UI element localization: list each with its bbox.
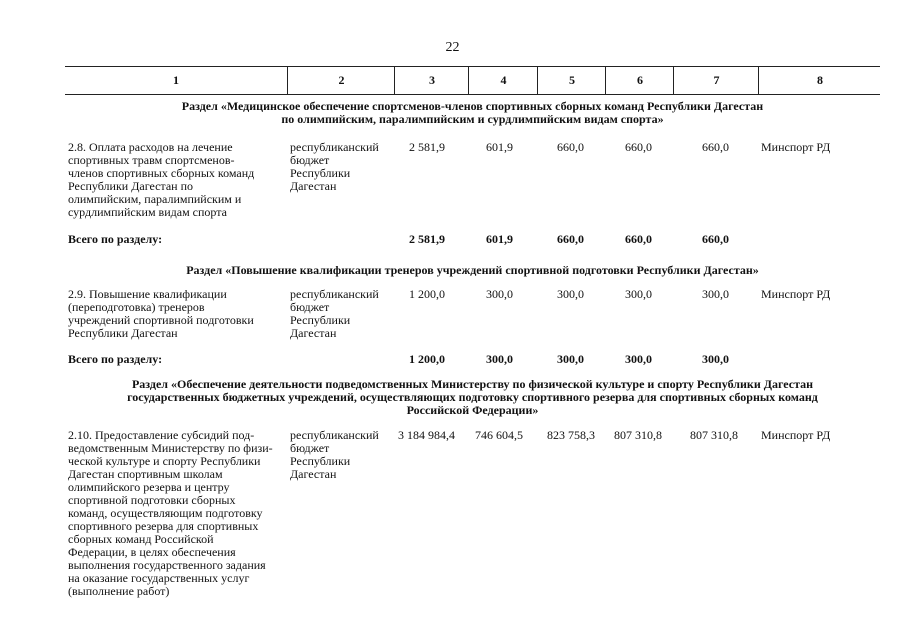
value-year-2: 823 758,3 [547,428,595,442]
value-total: 2 581,9 [409,140,445,154]
total-year-1: 300,0 [486,352,513,366]
total-value: 2 581,9 [409,232,445,246]
value-year-4: 300,0 [702,287,729,301]
header-col-2: 2 [287,67,395,94]
value-total: 3 184 984,4 [398,428,455,442]
executor: Минспорт РД [761,287,831,301]
header-col-4: 4 [468,67,538,94]
value-year-4: 807 310,8 [690,428,738,442]
total-year-2: 300,0 [557,352,584,366]
header-col-1: 1 [173,73,179,87]
value-year-4: 660,0 [702,140,729,154]
executor: Минспорт РД [761,140,831,154]
total-year-2: 660,0 [557,232,584,246]
item-name: 2.9. Повышение квалификации (переподготовка) тренеров учреждений спортивной подготовки Республики Дагестан [68,287,254,340]
executor: Минспорт РД [761,428,831,442]
section-title: Раздел «Медицинское обеспечение спортсменов-членов спортивных сборных команд Республики Дагестан по олимпийским, паралимпийским и сурдлимпийским видам спорта» [181,99,764,126]
header-col-5: 5 [537,67,606,94]
header-col-3: 3 [394,67,469,94]
total-year-3: 300,0 [625,352,652,366]
section-total-label: Всего по разделу: [68,352,163,366]
value-total: 1 200,0 [409,287,445,301]
total-year-4: 300,0 [702,352,729,366]
value-year-1: 601,9 [486,140,513,154]
value-year-3: 807 310,8 [614,428,662,442]
value-year-1: 746 604,5 [475,428,523,442]
value-year-1: 300,0 [486,287,513,301]
value-year-2: 300,0 [557,287,584,301]
value-year-3: 660,0 [625,140,652,154]
funding-source: республиканский бюджет Республики Дагестан [290,140,379,193]
total-year-1: 601,9 [486,232,513,246]
section-title: Раздел «Обеспечение деятельности подведомственных Министерству по физической культуре и спорту Республики Дагестан государственных бюджетных учреждений, осуществляющих подготовку спортивного резерва для спортивных сборных команд Российской Федерации» [127,377,818,417]
total-year-4: 660,0 [702,232,729,246]
page-number: 22 [445,40,460,55]
value-year-2: 660,0 [557,140,584,154]
section-title: Раздел «Повышение квалификации тренеров учреждений спортивной подготовки Республики Дагестан» [186,263,759,277]
header-col-7: 7 [673,67,759,94]
table-header [65,66,880,95]
header-col-8: 8 [758,67,881,94]
value-year-3: 300,0 [625,287,652,301]
section-total-label: Всего по разделу: [68,232,163,246]
funding-source: республиканский бюджет Республики Дагестан [290,428,379,481]
item-name: 2.10. Предоставление субсидий под- ведомственным Министерству по физи- ческой культуре и спорту Республики Дагестан спортивным школам олимпийского резерва и центру спортивной подготовки сборных команд, осуществляющим подготовку спортивного резерва для спортивных сборных команд Российской Федерации, в целях обеспечения выполнения государственного задания на оказание государственных услуг (выполнение работ) [68,428,273,598]
item-name: 2.8. Оплата расходов на лечение спортивных травм спортсменов- членов спортивных сборных команд Республики Дагестан по олимпийским, паралимпийским и сурдлимпийским видам спорта [68,140,255,219]
total-year-3: 660,0 [625,232,652,246]
total-value: 1 200,0 [409,352,445,366]
header-col-6: 6 [605,67,674,94]
funding-source: республиканский бюджет Республики Дагестан [290,287,379,340]
